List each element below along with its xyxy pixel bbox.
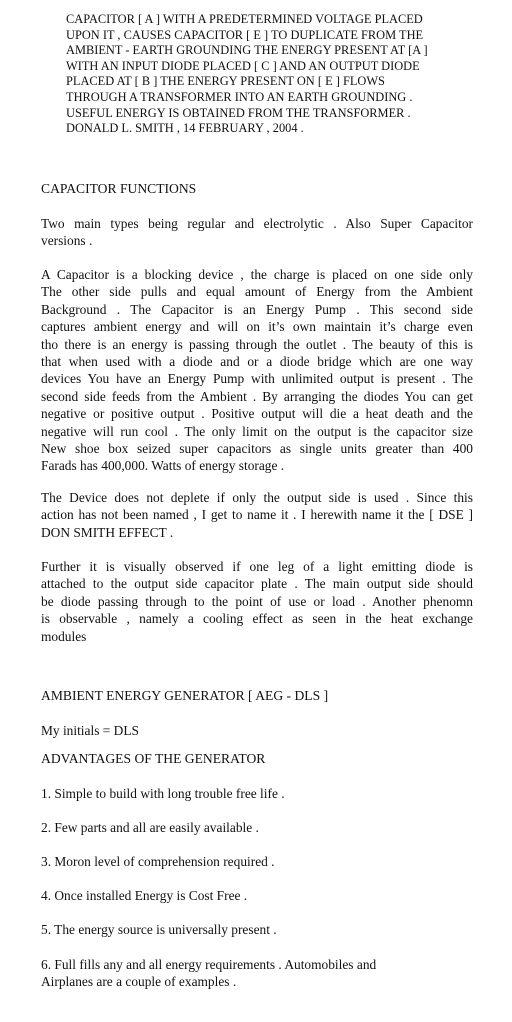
paragraph-capacitor-description (41, 266, 473, 475)
paragraph-led-observation (41, 558, 473, 645)
paragraph-line: New shoe box seized super capacitors as single units greater than 400 (41, 441, 473, 457)
advantage-item (41, 853, 473, 870)
header-statement (66, 12, 456, 137)
paragraph-line: versions . (41, 233, 93, 249)
paragraph-line: is observable , namely a cooling effect as seen in the heat exchange (41, 611, 473, 627)
advantage-item (41, 956, 473, 991)
paragraph-line: be diode passing through to the point of use or load . Another phenomn (41, 593, 473, 609)
paragraph-line: The other side pulls and equal amount of Energy from the Ambient (41, 284, 473, 300)
advantage-item-text: 1. Simple to build with long trouble free life . (41, 786, 285, 801)
advantage-item-text: 6. Full fills any and all energy requirements . Automobiles and (41, 957, 377, 972)
paragraph-line: A Capacitor is a blocking device , the charge is placed on one side only (41, 267, 473, 282)
paragraph-line: action has not been named , I get to name it . I herewith name it the [ DSE ] (41, 507, 473, 523)
advantage-item-text: Airplanes are a couple of examples . (41, 974, 237, 990)
paragraph-line: that when used with a diode and or a diode bridge which are one way (41, 354, 473, 370)
section-heading-generator: AMBIENT ENERGY GENERATOR [ AEG - DLS ] (41, 688, 329, 703)
advantage-item-text: 2. Few parts and all are easily available . (41, 820, 259, 835)
advantages-heading: ADVANTAGES OF THE GENERATOR (41, 751, 266, 766)
header-line: PLACED AT [ B ] THE ENERGY PRESENT ON [ E ] FLOWS (66, 74, 385, 89)
paragraph-line: Background . The Capacitor is an Energy Pump . This second side (41, 301, 473, 317)
header-line: CAPACITOR [ A ] WITH A PREDETERMINED VOLTAGE PLACED (66, 12, 423, 26)
section-heading-capacitor-functions: CAPACITOR FUNCTIONS (41, 181, 197, 196)
header-line: AMBIENT - EARTH GROUNDING THE ENERGY PRESENT AT [A ] (66, 43, 428, 58)
paragraph-line: second side feeds from the Ambient . By arranging the diodes You can get (41, 388, 473, 404)
paragraph-line: DON SMITH EFFECT . (41, 524, 174, 540)
header-line: UPON IT , CAUSES CAPACITOR [ E ] TO DUPLICATE FROM THE (66, 27, 424, 42)
advantage-item (41, 921, 473, 938)
paragraph-line: Further it is visually observed if one leg of a light emitting diode is (41, 559, 473, 574)
initials-line (41, 722, 473, 739)
paragraph-line: Farads has 400,000. Watts of energy storage . (41, 458, 285, 474)
advantage-item (41, 819, 473, 836)
advantage-item-text: 4. Once installed Energy is Cost Free . (41, 888, 248, 903)
paragraph-line: Two main types being regular and electrolytic . Also Super Capacitor (41, 216, 473, 231)
paragraph-line: devices You have an Energy Pump with unlimited output is present . The (41, 371, 473, 387)
advantage-item (41, 785, 473, 802)
paragraph-line: modules (41, 628, 87, 644)
paragraph-line: attached to the output side capacitor plate . The main output side should (41, 576, 473, 592)
header-line: THROUGH A TRANSFORMER INTO AN EARTH GROUNDING . (66, 89, 413, 104)
paragraph-intro (41, 215, 473, 250)
initials-text: My initials = DLS (41, 723, 139, 738)
paragraph-line: The Device does not deplete if only the output side is used . Since this (41, 490, 473, 505)
paragraph-line: captures ambient energy and will on it’s own maintain it’s charge even (41, 319, 473, 335)
paragraph-line: negative or positive output . Positive output will die a heat death and the (41, 406, 473, 422)
header-line: DONALD L. SMITH , 14 FEBRUARY , 2004 . (66, 121, 304, 136)
advantage-item-text: 3. Moron level of comprehension required . (41, 854, 275, 869)
paragraph-line: negative will run cool . The only limit on the output is the capacitor size (41, 423, 473, 439)
paragraph-dse-effect (41, 489, 473, 541)
header-line: USEFUL ENERGY IS OBTAINED FROM THE TRANSFORMER . (66, 105, 411, 120)
advantage-item (41, 887, 473, 904)
header-line: WITH AN INPUT DIODE PLACED [ C ] AND AN OUTPUT DIODE (66, 58, 420, 73)
advantage-item-text: 5. The energy source is universally present . (41, 922, 277, 937)
paragraph-line: tho there is an energy is passing through the outlet . The beauty of this is (41, 336, 473, 352)
